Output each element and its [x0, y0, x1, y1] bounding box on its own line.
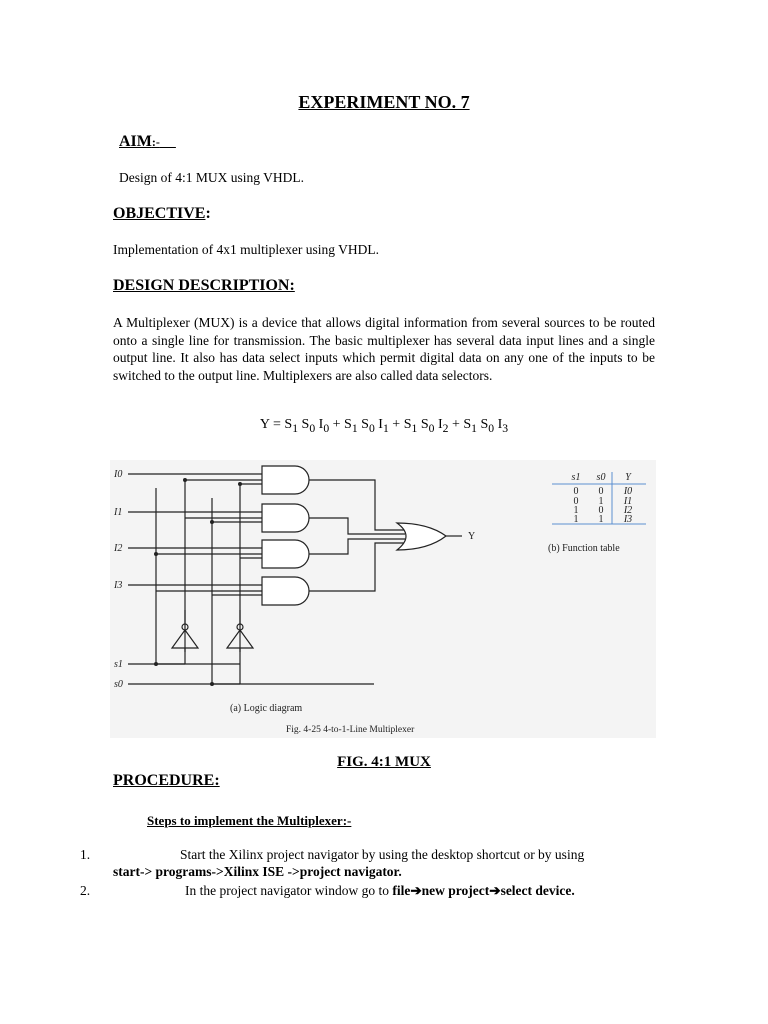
- procedure-heading: PROCEDURE:: [113, 772, 220, 789]
- equation-subscript: 1: [411, 421, 418, 435]
- ft-cell: 0: [573, 496, 579, 507]
- equation-symbol: S: [284, 417, 293, 432]
- equation-subscript: 1: [351, 421, 358, 435]
- design-description: A Multiplexer (MUX) is a device that allows digital information from several sources to be routed onto a single line for transmission. The basic multiplexer has several data input lines and a single output line. It also has data select inputs which permit digital data on any one of the inputs to be switched to the output line. Multiplexers are also called data selectors.: [113, 315, 655, 383]
- equation-symbol: S: [403, 417, 412, 432]
- plus-sign: +: [448, 417, 464, 432]
- figure-caption: FIG. 4:1 MUX: [337, 754, 431, 770]
- objective-colon: :: [205, 205, 211, 222]
- equation-term: [403, 417, 449, 435]
- label-select-0: s0: [114, 679, 123, 690]
- steps-heading: Steps to implement the Multiplexer:-: [147, 813, 352, 828]
- equation-subscript: 0: [428, 421, 435, 435]
- equation-symbol: I: [437, 417, 443, 432]
- equation-symbol: I: [378, 417, 383, 432]
- ft-cell: 1: [598, 496, 604, 507]
- equation-term: [463, 417, 509, 435]
- equation-symbol: I: [318, 417, 324, 432]
- objective-heading-block: [113, 205, 211, 223]
- ft-cell: 0: [598, 505, 604, 516]
- equation-subscript: 0: [368, 421, 375, 435]
- equation-symbol: S: [301, 417, 310, 432]
- function-table: [548, 472, 646, 554]
- step-2-number: 2.: [80, 883, 91, 898]
- ft-header-y: Y: [625, 472, 631, 483]
- label-input-0: I0: [114, 469, 123, 480]
- ft-cell: I2: [623, 505, 633, 516]
- ft-cell: I1: [623, 496, 633, 507]
- equation-subscript: 1: [382, 421, 389, 435]
- equation-symbol: S: [420, 417, 429, 432]
- step-2-text: [185, 883, 575, 899]
- ft-cell: I3: [623, 514, 633, 525]
- mux-equation: [0, 417, 768, 435]
- step-2-pre: In the project navigator window go to: [185, 883, 393, 898]
- ft-cell: 1: [573, 514, 579, 525]
- logic-diagram: [110, 460, 656, 738]
- equation-symbol: S: [361, 417, 369, 432]
- label-input-1: I1: [114, 507, 123, 518]
- page-title: EXPERIMENT NO. 7: [298, 92, 470, 112]
- step-2-select-device: select device.: [500, 883, 575, 898]
- arrow-icon: ➔: [489, 883, 501, 898]
- equation-term: [344, 417, 389, 435]
- equation-subscript: 1: [292, 421, 299, 435]
- ft-cell: 0: [598, 486, 604, 497]
- step-1-line2: start-> programs->Xilinx ISE ->project navigator.: [113, 864, 402, 879]
- label-input-2: I2: [114, 543, 123, 554]
- equation-subscript: 0: [323, 421, 330, 435]
- equation-term: [284, 417, 330, 435]
- objective-text: Implementation of 4x1 multiplexer using VHDL.: [113, 242, 379, 257]
- arrow-icon: ➔: [410, 883, 422, 898]
- ft-cell: 1: [598, 514, 604, 525]
- ft-header-s1: s1: [571, 472, 581, 483]
- equation-subscript: 0: [309, 421, 316, 435]
- label-select-1: s1: [114, 659, 123, 670]
- step-2-new-project: new project: [421, 883, 490, 898]
- step-1-number: 1.: [80, 847, 91, 862]
- equation-symbol: S: [344, 417, 352, 432]
- equation-subscript: 0: [488, 421, 495, 435]
- plus-sign: +: [329, 417, 345, 432]
- equation-symbol: S: [463, 417, 472, 432]
- design-heading: DESIGN DESCRIPTION:: [113, 277, 295, 294]
- ft-header-s0: s0: [596, 472, 606, 483]
- aim-text: Design of 4:1 MUX using VHDL.: [119, 170, 304, 185]
- equation-symbol: S: [480, 417, 489, 432]
- label-input-3: I3: [114, 580, 123, 591]
- aim-heading-block: [119, 133, 176, 151]
- label-output: Y: [468, 531, 476, 542]
- equation-subscript: 1: [471, 421, 477, 435]
- ft-cell: 0: [573, 486, 579, 497]
- mux-figure: [110, 460, 656, 738]
- ft-cell: I0: [623, 486, 633, 497]
- equation-subscript: 2: [442, 421, 449, 435]
- equation-symbol: I: [497, 417, 503, 432]
- equation-lhs: Y =: [259, 417, 285, 432]
- aim-suffix: :-: [151, 135, 160, 149]
- plus-sign: +: [388, 417, 404, 432]
- equation-subscript: 3: [502, 421, 509, 435]
- figure-label: Fig. 4-25 4-to-1-Line Multiplexer: [286, 725, 415, 735]
- step-1-line1: Start the Xilinx project navigator by using the desktop shortcut or by using: [180, 847, 585, 862]
- logic-diagram-label: (a) Logic diagram: [230, 703, 303, 714]
- ft-cell: 1: [573, 505, 579, 516]
- step-2-file: file: [392, 883, 411, 898]
- aim-heading: AIM: [119, 133, 152, 150]
- function-table-caption: (b) Function table: [548, 543, 620, 554]
- objective-heading: OBJECTIVE: [113, 205, 206, 222]
